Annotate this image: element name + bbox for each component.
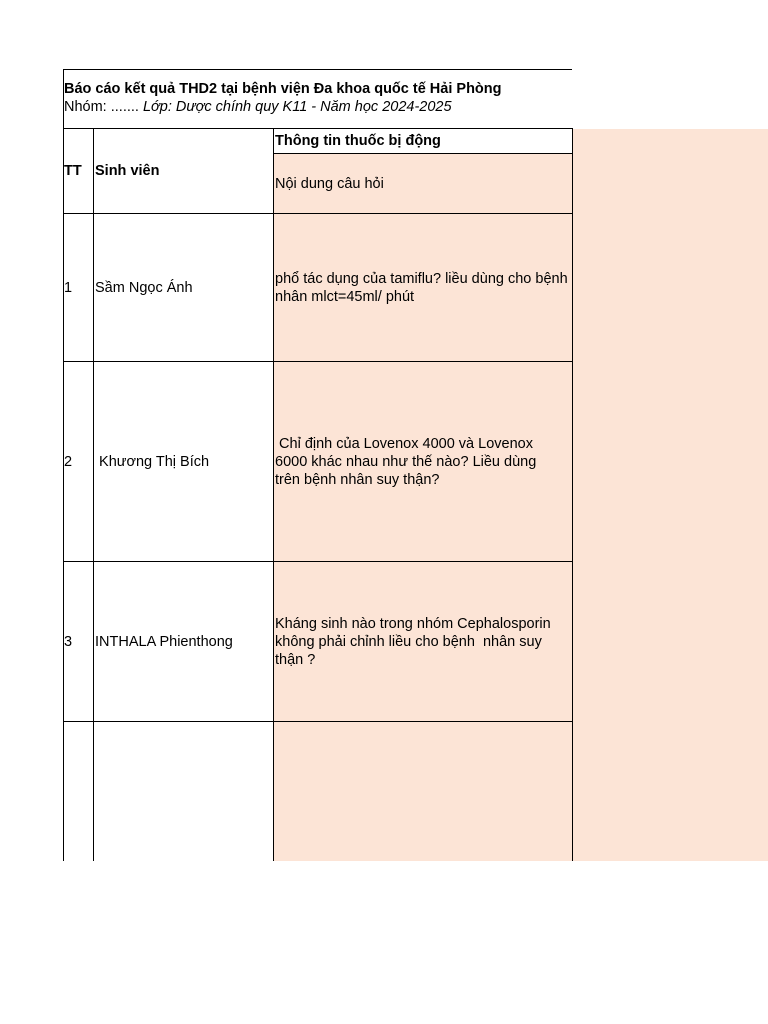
border-col-tt bbox=[93, 128, 94, 861]
border-group-bottom bbox=[273, 153, 572, 154]
highlight-fill bbox=[573, 129, 768, 861]
border-col-student bbox=[273, 128, 274, 861]
class-info: Lớp: Dược chính quy K11 - Năm học 2024-2025 bbox=[142, 99, 452, 115]
table-row-2-question: Chỉ định của Lovenox 4000 và Lovenox 6000 khác nhau như thế nào? Liều dùng trên bệnh nhân suy thận? bbox=[275, 435, 541, 488]
table-row-2-tt: 2 bbox=[64, 453, 73, 470]
table-row-2-student: Khương Thị Bích bbox=[95, 453, 210, 470]
table-row-1-tt: 1 bbox=[64, 279, 73, 296]
header-tt: TT bbox=[64, 163, 82, 179]
header-group-label: Thông tin thuốc bị động bbox=[275, 133, 441, 149]
report-subtitle bbox=[64, 99, 452, 115]
table-row-3-tt: 3 bbox=[64, 633, 73, 650]
table-row-3-question: Kháng sinh nào trong nhóm Cephalosporin không phải chỉnh liều cho bệnh nhân suy thận ? bbox=[275, 615, 555, 668]
border-col-question bbox=[572, 128, 573, 861]
report-title: Báo cáo kết quả THD2 tại bệnh viện Đa khoa quốc tế Hải Phòng bbox=[64, 81, 502, 97]
border-top bbox=[63, 69, 572, 70]
table-row-1-student: Sầm Ngọc Ánh bbox=[95, 279, 193, 296]
header-student: Sinh viên bbox=[95, 163, 160, 179]
group-label: Nhóm: ....... bbox=[64, 99, 139, 115]
table-row-4-question bbox=[275, 722, 567, 861]
border-header-top bbox=[63, 128, 572, 129]
table-row-1-question: phổ tác dụng của tamiflu? liều dùng cho bệnh nhân mlct=45ml/ phút bbox=[275, 270, 568, 305]
table-row-3-student: INTHALA Phienthong bbox=[95, 633, 233, 650]
header-question: Nội dung câu hỏi bbox=[275, 176, 384, 192]
